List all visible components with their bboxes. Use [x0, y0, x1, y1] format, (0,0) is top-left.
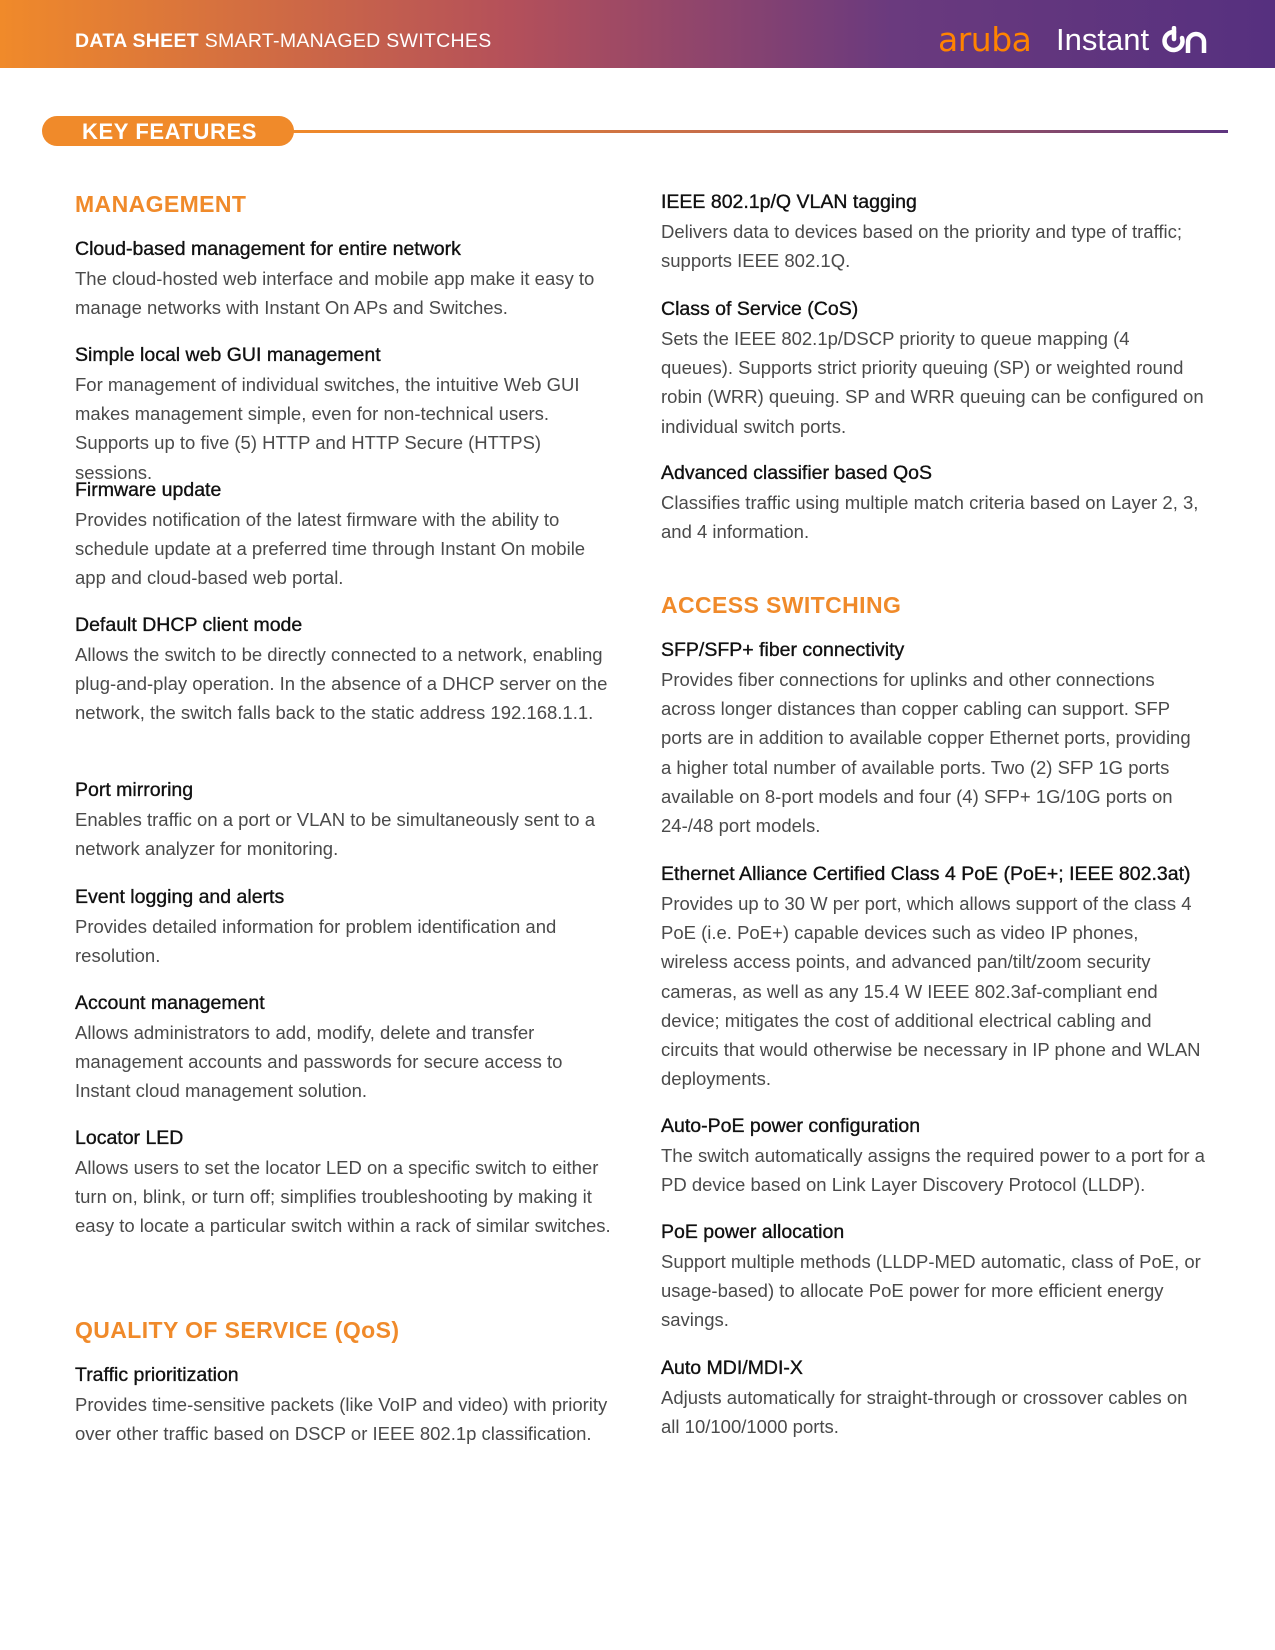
feature-body: Allows administrators to add, modify, delete and transfer management accounts and passwords for secure access to Instant cloud management solution. — [75, 1022, 563, 1102]
feature-title: Auto MDI/MDI-X — [661, 1357, 803, 1379]
feature-body: Provides notification of the latest firmware with the ability to schedule update at a preferred time through Instant On mobile app and cloud-based web portal. — [75, 509, 586, 589]
feature-body: Allows the switch to be directly connected to a network, enabling plug-and-play operation. In the absence of a DHCP server on the network, the switch falls back to the static address 192.168.1.1. — [75, 644, 608, 724]
feature-item — [75, 883, 620, 970]
feature-body: Delivers data to devices based on the priority and type of traffic; supports IEEE 802.1Q. — [661, 221, 1183, 272]
key-features-label: KEY FEATURES — [82, 119, 258, 144]
feature-item — [661, 1354, 1206, 1441]
key-features-divider — [292, 130, 1228, 133]
key-features-banner — [42, 116, 294, 146]
feature-title: Default DHCP client mode — [75, 614, 303, 636]
feature-item — [75, 1124, 620, 1241]
feature-title: PoE power allocation — [661, 1221, 845, 1243]
feature-item — [75, 476, 620, 593]
feature-title: Simple local web GUI management — [75, 344, 381, 366]
section-title-qos: QUALITY OF SERVICE (QoS) — [75, 1317, 400, 1343]
section-title-management: MANAGEMENT — [75, 191, 247, 217]
feature-body: For management of individual switches, the intuitive Web GUI makes management simple, even for non-technical users. Supports up to five (5) HTTP and HTTP Secure (HTTPS) sessions. — [75, 374, 580, 483]
feature-body: Adjusts automatically for straight-through or crossover cables on all 10/100/1000 ports. — [661, 1387, 1188, 1438]
feature-title: SFP/SFP+ fiber connectivity — [661, 639, 905, 661]
feature-title: Port mirroring — [75, 779, 194, 801]
feature-item — [661, 1112, 1206, 1199]
feature-item — [661, 860, 1206, 1093]
feature-body: Sets the IEEE 802.1p/DSCP priority to queue mapping (4 queues). Supports strict priority queuing (SP) or weighted round robin (WRR) queuing. SP and WRR queuing can be configured on individual switch ports. — [661, 328, 1204, 437]
feature-body: Allows users to set the locator LED on a specific switch to either turn on, blink, or turn off; simplifies troubleshooting by making it easy to locate a particular switch within a rack of similar switches. — [75, 1157, 611, 1237]
logo-aruba-wordmark: aruba — [938, 20, 1032, 59]
feature-title: Class of Service (CoS) — [661, 298, 859, 320]
feature-item — [661, 188, 1206, 275]
feature-title: Ethernet Alliance Certified Class 4 PoE (PoE+; IEEE 802.3at) — [661, 863, 1191, 885]
feature-body: Provides detailed information for problem identification and resolution. — [75, 916, 557, 967]
feature-body: Enables traffic on a port or VLAN to be simultaneously sent to a network analyzer for monitoring. — [75, 809, 596, 860]
feature-item — [75, 776, 620, 863]
on-power-icon — [1160, 26, 1208, 56]
feature-title: Auto-PoE power configuration — [661, 1115, 921, 1137]
feature-title: Firmware update — [75, 479, 222, 501]
header-band — [0, 0, 1275, 68]
feature-title: Locator LED — [75, 1127, 184, 1149]
feature-title: Cloud-based management for entire network — [75, 238, 461, 260]
feature-item — [661, 636, 1206, 840]
logo-instant-wordmark: Instant — [1056, 22, 1150, 57]
feature-item — [661, 295, 1206, 441]
feature-item — [75, 989, 620, 1106]
feature-body: Provides time-sensitive packets (like VoIP and video) with priority over other traffic based on DSCP or IEEE 802.1p classification. — [75, 1394, 608, 1445]
feature-item — [661, 459, 1206, 546]
feature-title: IEEE 802.1p/Q VLAN tagging — [661, 191, 917, 213]
feature-item — [75, 341, 620, 487]
feature-body: Provides fiber connections for uplinks and other connections across longer distances than copper cabling can support. SFP ports are in addition to available copper Ethernet ports, providing a higher total number of available ports. Two (2) SFP 1G ports available on 8-port models and four (4) SFP+ 1G/10G ports on 24-/48 port models. — [661, 669, 1191, 837]
feature-item — [661, 1218, 1206, 1335]
feature-body: The cloud-hosted web interface and mobile app make it easy to manage networks with Instant On APs and Switches. — [75, 268, 595, 319]
feature-item — [75, 235, 620, 322]
feature-body: The switch automatically assigns the required power to a port for a PD device based on Link Layer Discovery Protocol (LLDP). — [661, 1145, 1205, 1196]
feature-body: Support multiple methods (LLDP-MED automatic, class of PoE, or usage-based) to allocate PoE power for more efficient energy savings. — [661, 1251, 1201, 1331]
feature-body: Classifies traffic using multiple match criteria based on Layer 2, 3, and 4 information. — [661, 492, 1199, 543]
feature-body: Provides up to 30 W per port, which allows support of the class 4 PoE (i.e. PoE+) capable devices such as video IP phones, wireless access points, and advanced pan/tilt/zoom security cameras, as well as any 15.4 W IEEE 802.3af-compliant end device; mitigates the cost of additional electrical cabling and circuits that would otherwise be necessary in IP phone and WLAN deployments. — [661, 893, 1201, 1090]
feature-item — [75, 611, 620, 728]
feature-title: Event logging and alerts — [75, 886, 285, 908]
feature-title: Advanced classifier based QoS — [661, 462, 932, 484]
feature-item — [75, 1361, 620, 1448]
section-title-access-switching: ACCESS SWITCHING — [661, 592, 902, 618]
title-bold: DATA SHEET — [75, 30, 199, 52]
document-title — [75, 30, 492, 53]
title-rest: SMART-MANAGED SWITCHES — [198, 30, 492, 52]
feature-title: Account management — [75, 992, 265, 1014]
feature-title: Traffic prioritization — [75, 1364, 239, 1386]
